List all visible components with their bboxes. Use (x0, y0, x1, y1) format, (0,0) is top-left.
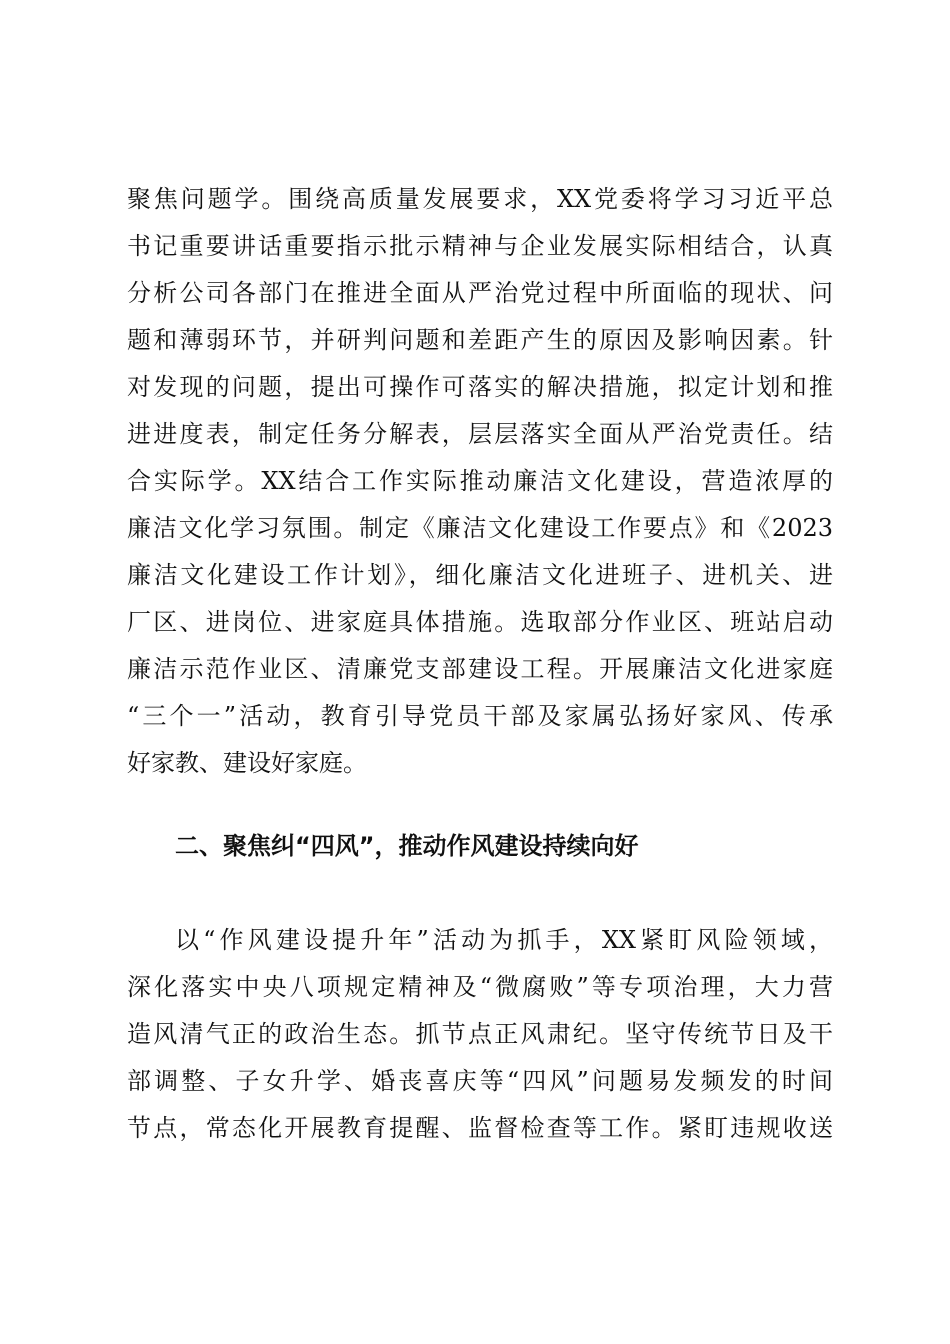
text-line: 廉洁示范作业区、清廉党支部建设工程。开展廉洁文化进家庭 (127, 655, 833, 683)
text-line: 节点，常态化开展教育提醒、监督检查等工作。紧盯违规收送 (127, 1114, 833, 1142)
body-paragraph (127, 917, 833, 1152)
text-line: 深化落实中央八项规定精神及“微腐败”等专项治理，大力营 (127, 973, 833, 1001)
text-line: 廉洁文化建设工作计划》，细化廉洁文化进班子、进机关、进 (127, 561, 833, 589)
text-line: 对发现的问题，提出可操作可落实的解决措施，拟定计划和推 (127, 373, 833, 401)
text-line: 题和薄弱环节，并研判问题和差距产生的原因及影响因素。针 (127, 326, 833, 354)
text-line: 好家教、建设好家庭。 (127, 749, 367, 777)
text-line: 厂区、进岗位、进家庭具体措施。选取部分作业区、班站启动 (127, 608, 833, 636)
text-line: 分析公司各部门在推进全面从严治党过程中所面临的现状、问 (127, 279, 833, 307)
text-line: 以“作风建设提升年”活动为抓手，XX紧盯风险领域， (175, 926, 833, 954)
text-line: 聚焦问题学。围绕高质量发展要求，XX党委将学习习近平总 (127, 185, 833, 213)
text-line: 廉洁文化学习氛围。制定《廉洁文化建设工作要点》和《2023 (127, 514, 833, 542)
text-line: 部调整、子女升学、婚丧喜庆等“四风”问题易发频发的时间 (127, 1067, 833, 1095)
text-line: 进进度表，制定任务分解表，层层落实全面从严治党责任。结 (127, 420, 833, 448)
text-line: 造风清气正的政治生态。抓节点正风肃纪。坚守传统节日及干 (127, 1020, 833, 1048)
text-line: 合实际学。XX结合工作实际推动廉洁文化建设，营造浓厚的 (127, 467, 833, 495)
text-line: 书记重要讲话重要指示批示精神与企业发展实际相结合，认真 (127, 232, 833, 260)
body-paragraph (127, 176, 833, 787)
section-heading: 二、聚焦纠“四风”，推动作风建设持续向好 (175, 832, 639, 860)
text-line: “三个一”活动，教育引导党员干部及家属弘扬好家风、传承 (127, 702, 833, 730)
